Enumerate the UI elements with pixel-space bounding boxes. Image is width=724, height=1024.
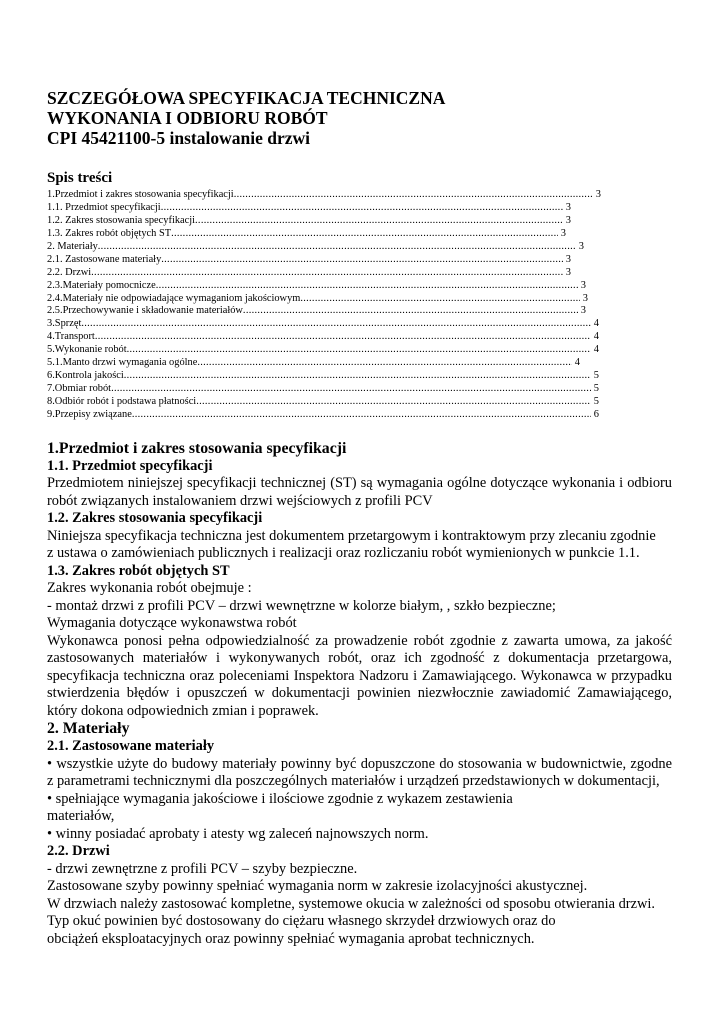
section-1-1-heading: 1.1. Przedmiot specyfikacji — [47, 457, 213, 474]
document-page — [47, 88, 672, 948]
section-2-2-line-2: Zastosowane szyby powinny spełniać wymagania norm w zakresie izolacyjności akustycznej. — [47, 878, 588, 895]
toc-item-label: 1.2. Zakres stosowania specyfikacji — [47, 214, 196, 226]
toc-item-label: 2.1. Zastosowane materiały — [47, 253, 162, 265]
toc-item-label: 4.Transport — [47, 331, 95, 343]
toc-item-label: 5.1.Manto drzwi wymagania ogólne — [47, 357, 198, 369]
toc-item[interactable] — [47, 396, 599, 409]
toc-item-page: 3 — [578, 240, 584, 252]
section-1-heading: 1.Przedmiot i zakres stosowania specyfikacji — [47, 439, 347, 457]
section-2-heading: 2. Materiały — [47, 720, 130, 738]
toc-item[interactable] — [47, 318, 599, 331]
toc-item[interactable] — [47, 331, 599, 344]
toc-item-page: 3 — [560, 227, 566, 239]
toc-item-label: 2.4.Materiały nie odpowiadające wymaganiom jakościowym — [47, 292, 301, 304]
toc-item-label: 2.5.Przechowywanie i składowanie materiałów — [47, 305, 243, 317]
section-2-1-bullet-3: • winny posiadać aprobaty i atesty wg zaleceń najnowszych norm. — [47, 825, 429, 842]
toc-leader — [300, 293, 579, 306]
toc-item[interactable] — [47, 202, 571, 215]
toc-leader — [98, 241, 576, 254]
table-of-contents — [47, 189, 672, 422]
toc-item-page: 6 — [593, 408, 599, 420]
section-1-2-heading: 1.2. Zakres stosowania specyfikacji — [47, 510, 263, 527]
document-title — [47, 88, 672, 148]
section-1-1-text: Przedmiotem niniejszej specyfikacji technicznej (ST) są wymagania ogólne dotyczące wykonania i odbioru robót związanych instalowaniem drzwi wejściowych z profili PCV — [47, 475, 672, 509]
toc-item[interactable] — [47, 189, 601, 202]
toc-item-page: 3 — [595, 189, 601, 200]
section-2-1-bullet-2: • spełniające wymagania jakościowe i ilościowe zgodnie z wykazem zestawienia — [47, 790, 513, 807]
section-2-2-line-3: W drzwiach należy zastosować kompletne, systemowe okucia w zależności od sposobu otwierania drzwi. — [47, 895, 655, 912]
toc-item-page: 4 — [593, 331, 599, 343]
toc-item-page: 3 — [565, 266, 571, 278]
toc-item-page: 3 — [565, 214, 571, 226]
toc-item-label: 6.Kontrola jakości — [47, 370, 124, 382]
toc-item-label: 2. Materiały — [47, 240, 98, 252]
toc-item-label: 5.Wykonanie robót — [47, 344, 127, 356]
toc-item-label: 2.3.Materiały pomocnicze — [47, 279, 156, 291]
toc-leader — [111, 383, 591, 396]
toc-leader — [197, 357, 571, 370]
toc-leader — [132, 409, 591, 422]
toc-item-label: 1.3. Zakres robót objętych ST — [47, 227, 172, 239]
section-1-3-line-3: Wymagania dotyczące wykonawstwa robót — [47, 615, 297, 632]
toc-item-page: 4 — [574, 357, 580, 369]
section-1-3-line-1: Zakres wykonania robót obejmuje : — [47, 580, 252, 597]
section-2-1-bullet-2-cont: materiałów, — [47, 808, 115, 825]
section-2-2-line-4: Typ okuć powinien być dostosowany do ciężaru własnego skrzydeł drzwiowych oraz do — [47, 913, 556, 930]
toc-item[interactable] — [47, 293, 588, 306]
toc-leader — [95, 331, 591, 344]
toc-item-page: 5 — [593, 383, 599, 395]
toc-item[interactable] — [47, 357, 580, 370]
section-2-2-line-5: obciążeń eksploatacyjnych oraz powinny spełniać wymagania aprobat technicznych. — [47, 930, 535, 947]
toc-item-label: 1.Przedmiot i zakres stosowania specyfikacji — [47, 189, 234, 200]
section-2-2-heading: 2.2. Drzwi — [47, 843, 110, 860]
toc-item[interactable] — [47, 370, 599, 383]
toc-leader — [91, 267, 563, 280]
toc-item-page: 4 — [593, 344, 599, 356]
section-2-2-line-1: - drzwi zewnętrzne z profili PCV – szyby bezpieczne. — [47, 860, 358, 877]
toc-leader — [81, 318, 590, 331]
toc-item[interactable] — [47, 228, 566, 241]
toc-leader — [196, 396, 591, 409]
toc-leader — [171, 228, 558, 241]
toc-item-page: 4 — [593, 318, 599, 330]
toc-item[interactable] — [47, 344, 599, 357]
toc-item[interactable] — [47, 409, 599, 422]
toc-leader — [127, 344, 591, 357]
toc-item-page: 5 — [593, 396, 599, 407]
toc-leader — [234, 189, 593, 202]
document-body — [47, 440, 672, 949]
title-line-1: SZCZEGÓŁOWA SPECYFIKACJA TECHNICZNA — [47, 88, 446, 108]
toc-item[interactable] — [47, 383, 599, 396]
toc-item-page: 3 — [582, 292, 588, 304]
toc-item-label: 9.Przepisy związane — [47, 408, 132, 420]
toc-heading: Spis treści — [47, 170, 113, 186]
toc-item[interactable] — [47, 305, 586, 318]
toc-item[interactable] — [47, 254, 571, 267]
section-1-2-line-2: z ustawa o zamówieniach publicznych i realizacji oraz rozliczaniu robót wymienionych w punkcie 1.1. — [47, 545, 640, 562]
title-line-3: CPI 45421100-5 instalowanie drzwi — [47, 128, 310, 148]
toc-item-label: 3.Sprzęt — [47, 318, 82, 330]
toc-item-page: 3 — [565, 201, 571, 213]
toc-leader — [195, 215, 563, 228]
toc-item-page: 3 — [580, 279, 586, 291]
section-2-1-bullet-1: • wszystkie użyte do budowy materiały powinny być dopuszczone do stosowania w budownictwie, zgodne z parametrami technicznymi dla poszczególnych materiałów i urządzeń przedstawionych w dokumentacji, — [47, 755, 672, 790]
toc-item-page: 3 — [565, 253, 571, 265]
title-line-2: WYKONANIA I ODBIORU ROBÓT — [47, 108, 328, 128]
toc-item-label: 7.Obmiar robót — [47, 383, 112, 395]
toc-item-label: 1.1. Przedmiot specyfikacji — [47, 201, 161, 213]
section-1-2-line-1: Niniejsza specyfikacja techniczna jest dokumentem przetargowym i kontraktowym przy zlecaniu zgodnie — [47, 527, 656, 544]
toc-leader — [161, 254, 563, 267]
toc-item-label: 8.Odbiór robót i podstawa płatności — [47, 396, 197, 407]
toc-leader — [124, 370, 591, 383]
toc-item[interactable] — [47, 215, 571, 228]
toc-leader — [156, 280, 578, 293]
toc-item-label: 2.2. Drzwi — [47, 266, 92, 278]
section-1-3-text: Wykonawca ponosi pełna odpowiedzialność za prowadzenie robót zgodnie z zawarta umowa, za jakość zastosowanych materiałów i wykonywanych robót, oraz ich zgodność z dokumentacja przetargowa, specyfikacja techniczna oraz poleceniami Inspektora Nadzoru i Zamawiającego. Wykonawca w przypadku stwierdzenia błędów i opuszczeń w dokumentacji powinien niezwłocznie zawiadomić Zamawiającego, który dokona odpowiednich zmian i poprawek. — [47, 632, 672, 719]
toc-leader — [161, 202, 563, 215]
toc-leader — [243, 305, 578, 318]
toc-item-page: 5 — [593, 370, 599, 382]
toc-item[interactable] — [47, 280, 586, 293]
toc-item[interactable] — [47, 267, 571, 280]
toc-item-page: 3 — [580, 305, 586, 317]
section-1-3-line-2: - montaż drzwi z profili PCV – drzwi wewnętrzne w kolorze białym, , szkło bezpieczne; — [47, 597, 556, 614]
toc-item[interactable] — [47, 241, 584, 254]
section-2-1-heading: 2.1. Zastosowane materiały — [47, 738, 215, 755]
section-1-3-heading: 1.3. Zakres robót objętych ST — [47, 562, 230, 579]
